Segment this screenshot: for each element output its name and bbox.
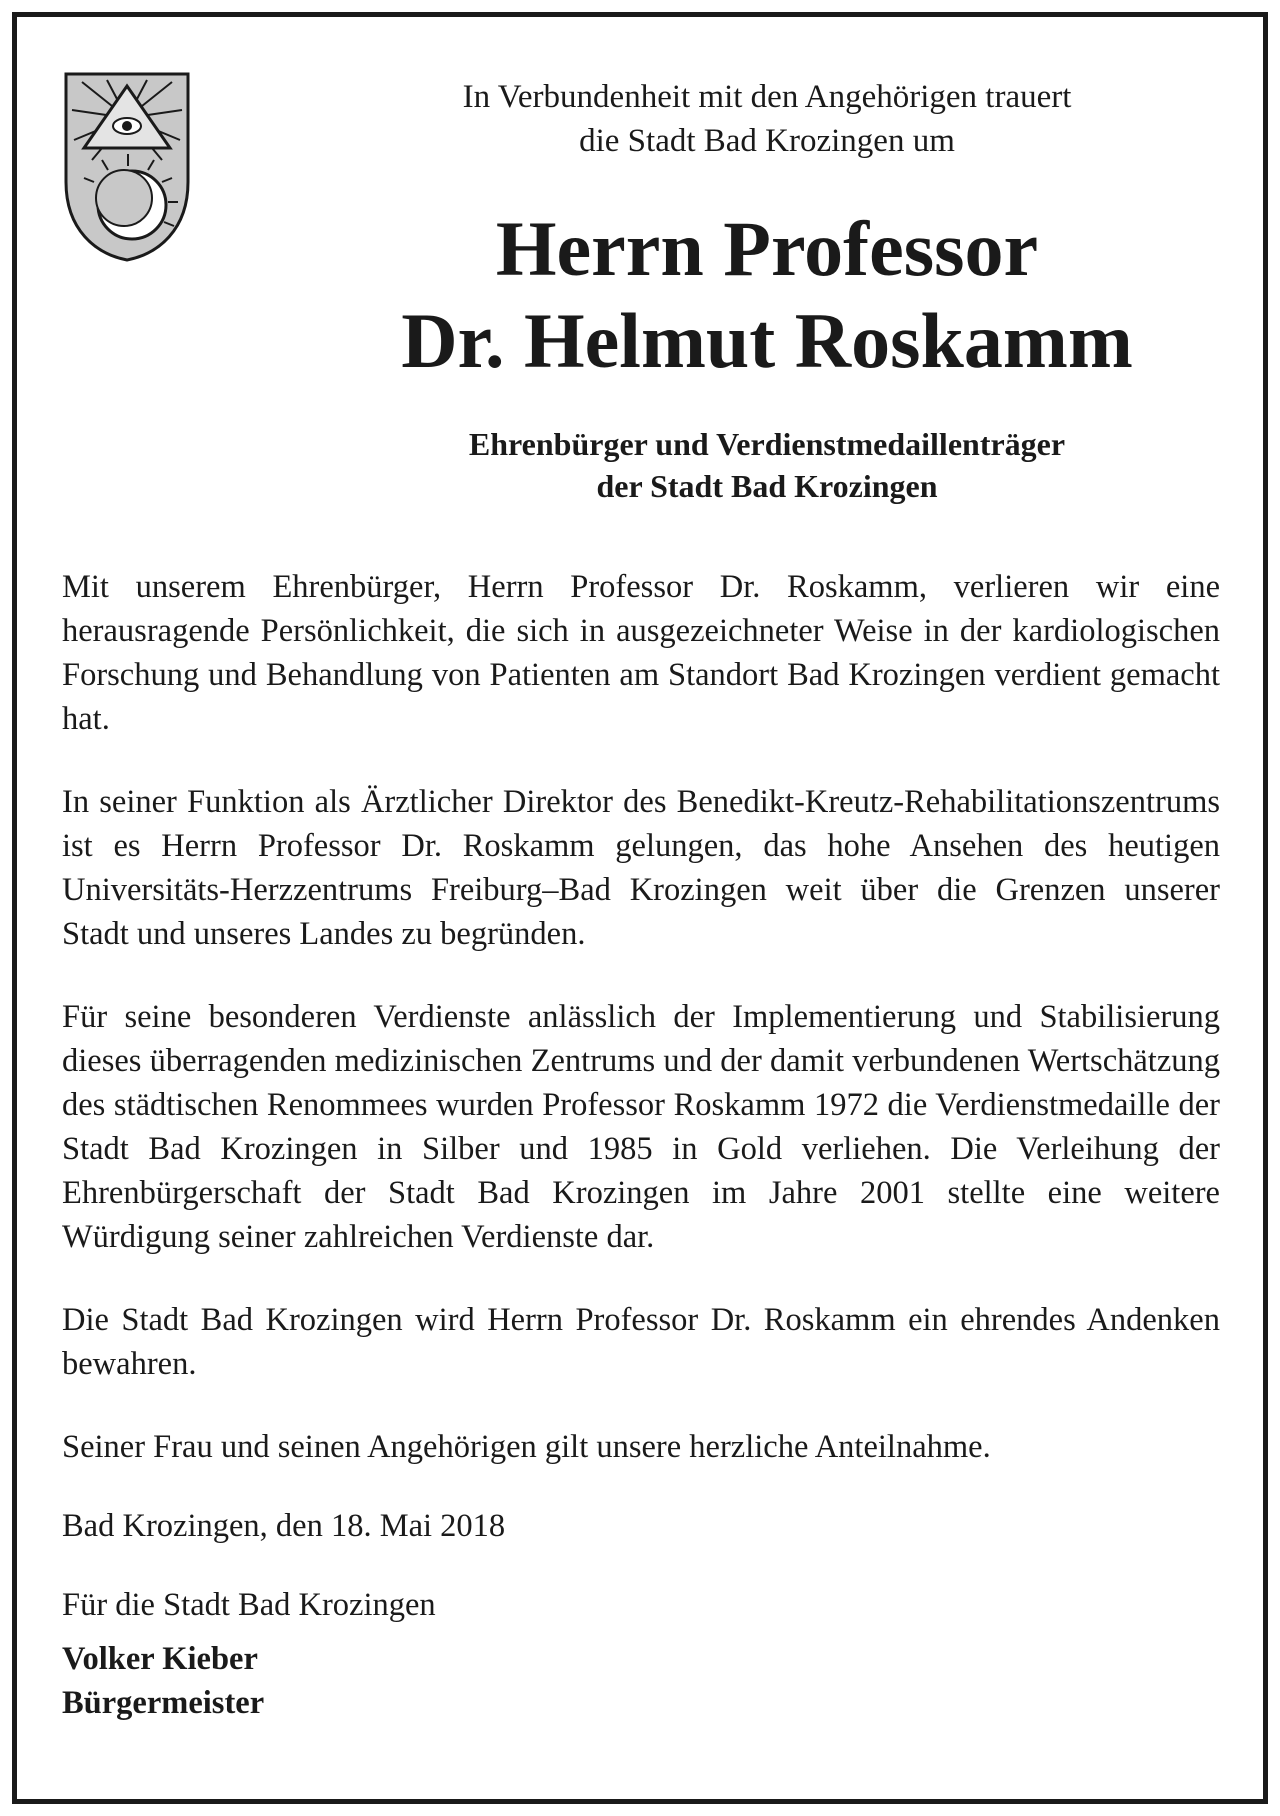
obituary-notice [12, 12, 1268, 1804]
body-paragraph: Mit unserem Ehrenbürger, Herrn Professor Dr. Roskamm, verlieren wir eine herausragende Persönlichkeit, die sich in ausgezeichneter Weise in der kardiologischen Forschung und Behandlung von Patienten am Standort Bad Krozingen verdient gemacht hat. [62, 569, 1220, 737]
honors-line-1: Ehrenbürger und Verdienstmedaillenträger [468, 426, 1066, 462]
signer-title: Bürgermeister [62, 1685, 265, 1721]
deceased-name-line-2: Dr. Helmut Roskamm [401, 297, 1133, 384]
notice-header [267, 75, 1267, 507]
intro-line-1: In Verbundenheit mit den Angehörigen trauert [462, 79, 1072, 115]
place-date: Bad Krozingen, den 18. Mai 2018 [62, 1508, 506, 1544]
body-paragraph: Die Stadt Bad Krozingen wird Herrn Professor Dr. Roskamm ein ehrendes Andenken bewahren. [62, 1302, 1220, 1382]
coat-of-arms-icon [62, 70, 192, 262]
on-behalf-line: Für die Stadt Bad Krozingen [62, 1587, 436, 1623]
signer-name: Volker Kieber [62, 1641, 258, 1677]
honors-line-2: der Stadt Bad Krozingen [596, 468, 938, 504]
condolence-line: Seiner Frau und seinen Angehörigen gilt unsere herzliche Anteilnahme. [62, 1429, 991, 1465]
notice-body [62, 565, 1220, 1725]
intro-line-2: die Stadt Bad Krozingen um [579, 123, 955, 159]
deceased-name-line-1: Herrn Professor [495, 205, 1039, 292]
body-paragraph: Für seine besonderen Verdienste anlässlich der Implementierung und Stabilisierung dieses überragenden medizinischen Zentrums und der damit verbundenen Wertschätzung des städtischen Renommees wurden Professor Roskamm 1972 die Verdienstmedaille der Stadt Bad Krozingen in Silber und 1985 in Gold verliehen. Die Verleihung der Ehrenbürgerschaft der Stadt Bad Krozingen im Jahre 2001 stellte eine weitere Würdigung seiner zahlreichen Verdienste dar. [62, 999, 1220, 1255]
body-paragraph: In seiner Funktion als Ärztlicher Direktor des Benedikt-Kreutz-Rehabilitationszentrums ist es Herrn Professor Dr. Roskamm gelungen, das hohe Ansehen des heutigen Universitäts-Herzzentrums Freiburg–Bad Krozingen weit über die Grenzen unserer Stadt und unseres Landes zu begründen. [62, 784, 1220, 952]
